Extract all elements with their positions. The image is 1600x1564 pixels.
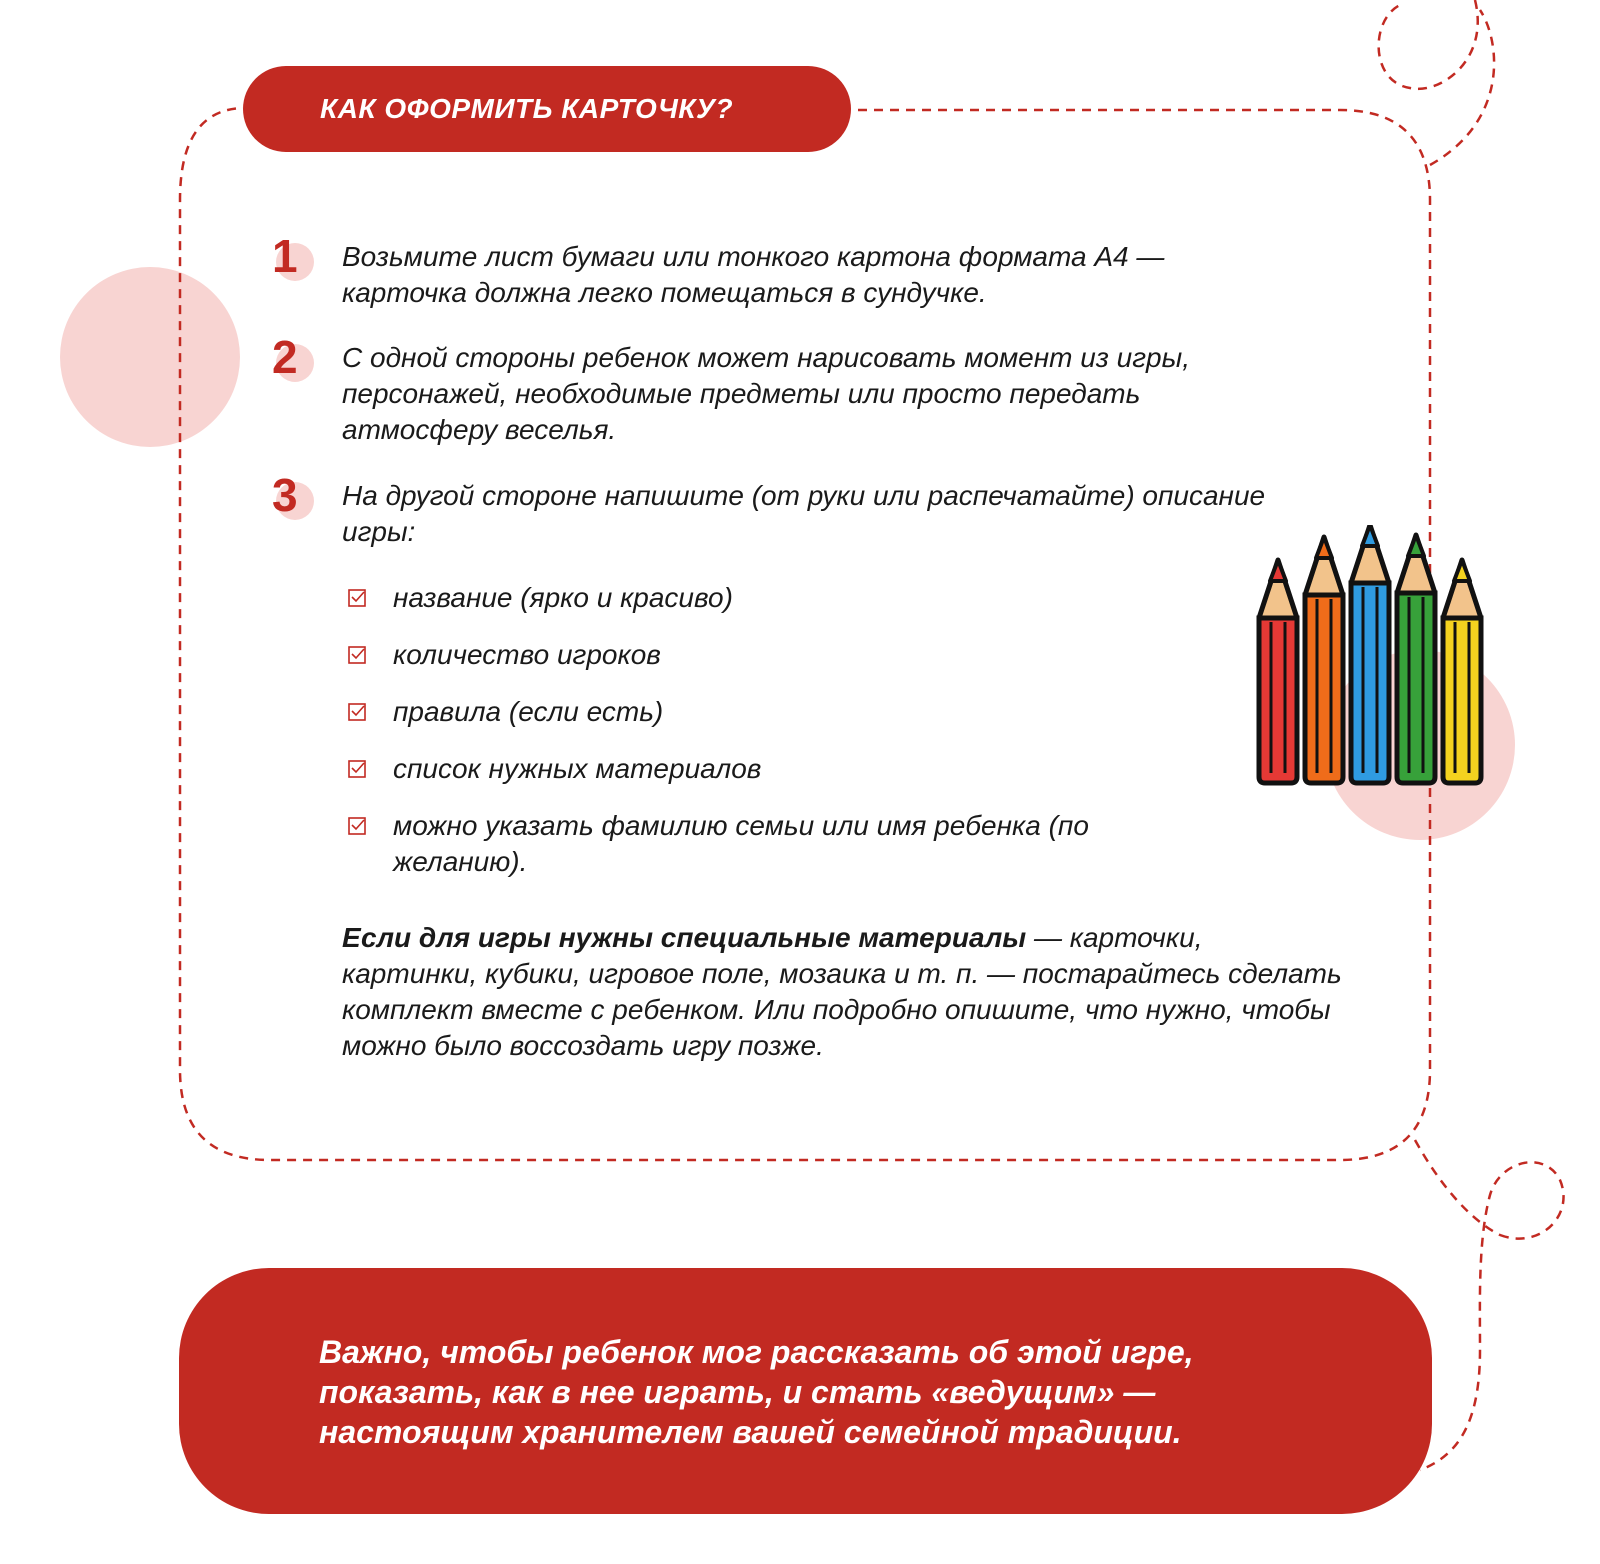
callout-box bbox=[179, 1268, 1432, 1514]
dashed-swirl-bottom bbox=[1415, 1140, 1564, 1470]
checkbox-icon bbox=[348, 817, 366, 835]
step-number: 2 bbox=[272, 331, 298, 383]
colored-pencils-icon bbox=[1256, 525, 1488, 793]
title-banner bbox=[243, 66, 851, 152]
list-item-text: название (ярко и красиво) bbox=[393, 582, 733, 613]
pencil bbox=[1259, 560, 1297, 783]
step-text: Возьмите лист бумаги или тонкого картона формата А4 — карточка должна легко помещаться в сундучке. bbox=[342, 241, 1165, 308]
materials-note-bold: Если для игры нужны специальные материалы bbox=[342, 922, 1027, 953]
step-text: На другой стороне напишите (от руки или распечатайте) описание игры: bbox=[342, 480, 1266, 547]
checkbox-icon bbox=[348, 646, 366, 664]
step-number-badge bbox=[272, 230, 312, 283]
checkbox-icon bbox=[348, 703, 366, 721]
step-text: С одной стороны ребенок может нарисовать момент из игры, персонажей, необходимые предметы или просто передать атмосферу веселья. bbox=[342, 342, 1190, 445]
page-title: КАК ОФОРМИТЬ КАРТОЧКУ? bbox=[320, 93, 734, 124]
step-number: 1 bbox=[272, 230, 298, 282]
checkbox-icon bbox=[348, 589, 366, 607]
step-number: 3 bbox=[272, 469, 298, 521]
list-item-text: список нужных материалов bbox=[393, 753, 762, 784]
pencil bbox=[1443, 560, 1481, 783]
blush-circle-left bbox=[60, 267, 240, 447]
callout-text: Важно, чтобы ребенок мог рассказать об этой игре, показать, как в нее играть, и стать «ведущим» — настоящим хранителем вашей семейной традиции. bbox=[319, 1334, 1194, 1450]
dashed-swirl-top bbox=[1379, 0, 1494, 165]
materials-note bbox=[342, 920, 1342, 1064]
pencil bbox=[1351, 525, 1389, 783]
step-number-badge bbox=[272, 331, 312, 384]
pencil bbox=[1305, 537, 1343, 783]
pencil bbox=[1397, 535, 1435, 783]
list-item-text: правила (если есть) bbox=[393, 696, 664, 727]
step-number-badge bbox=[272, 469, 312, 522]
list-item-text: количество игроков bbox=[393, 639, 661, 670]
list-item-text: можно указать фамилию семьи или имя ребенка (по желанию). bbox=[393, 810, 1089, 877]
materials-note-text: — карточки, картинки, кубики, игровое поле, мозаика и т. п. — постарайтесь сделать комплект вместе с ребенком. Или подробно опишите, что нужно, чтобы можно было воссоздать игру позже. bbox=[342, 922, 1342, 1061]
checkbox-icon bbox=[348, 760, 366, 778]
